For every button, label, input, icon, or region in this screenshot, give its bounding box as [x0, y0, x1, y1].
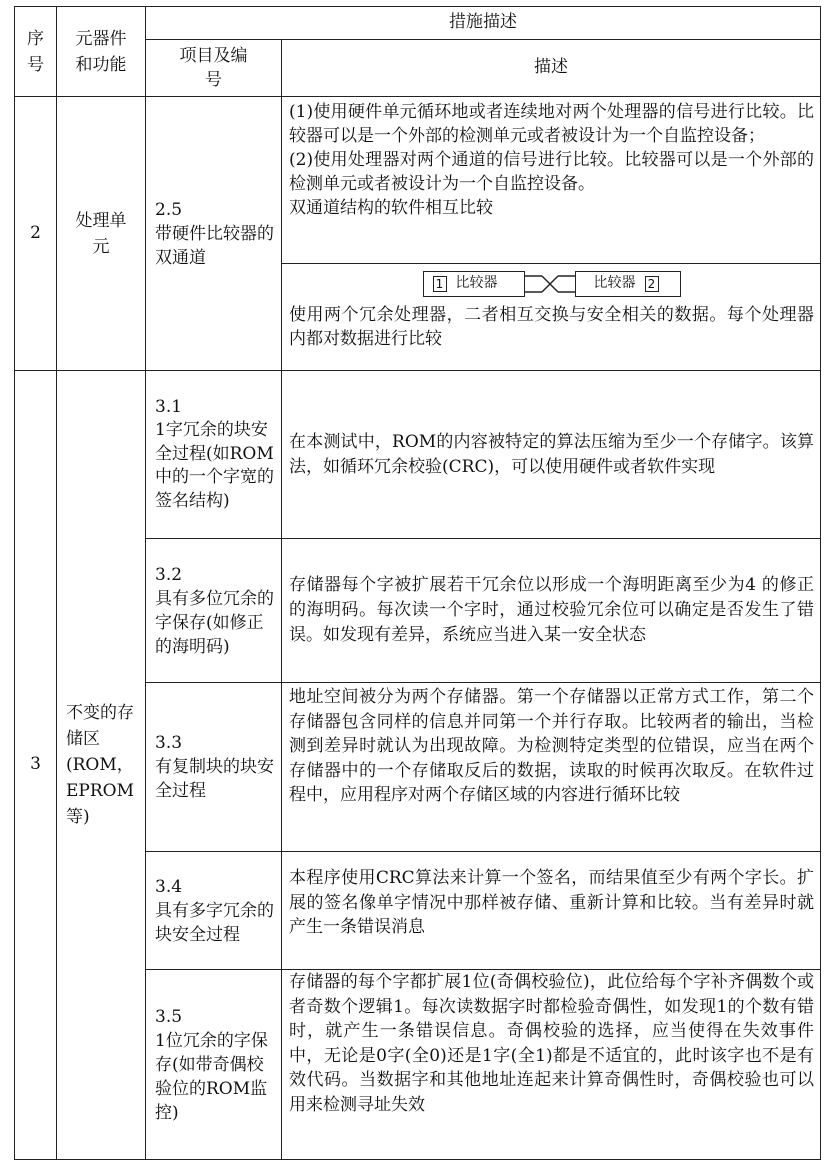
comparator-1 — [423, 271, 525, 297]
header-row-1 — [15, 7, 821, 40]
header-seq: 序号 — [15, 7, 57, 97]
document — [14, 6, 820, 1160]
header-component: 元器件和功能 — [57, 7, 146, 97]
safety-measures-table — [14, 6, 821, 1160]
table-row — [15, 97, 821, 264]
desc-cell: (1)使用硬件单元循环地或者连续地对两个处理器的信号进行比较。比较器可以是一个外部的检测单元或者被设计为一个自监控设备； (2)使用处理器对两个通道的信号进行比较。比较器可以是一个外部的检测单元或者被设计为一个自监控设备。 双通道结构的软件相互比较 — [282, 97, 821, 264]
desc-cell: 本程序使用CRC算法来计算一个签名，而结果值至少有两个字长。扩展的签名像单字情况中那样被存储、重新计算和比较。当有差异时就产生一条错误消息 — [282, 852, 821, 970]
desc-cell: 地址空间被分为两个存储器。第一个存储器以正常方式工作，第二个存储器包含同样的信息并同第一个并行存取。比较两者的输出，当检测到差异时就认为出现故障。为检测特定类型的位错误，应当在两个存储器中的一个存储取反后的数据，读取的时候再次取反。在软件过程中，应用程序对两个存储区域的内容进行循环比较 — [282, 683, 821, 852]
item-cell: 2.5 带硬件比较器的双通道 — [146, 97, 282, 371]
cross-exchange-lines — [525, 271, 575, 297]
comparator-2-number: 2 — [645, 276, 659, 292]
comparator-2 — [575, 271, 681, 297]
desc-cell: 存储器的每个字都扩展1位(奇偶校验位)，此位给每个字补齐偶数个或者奇数个逻辑1。每次读数据字时都检验奇偶性，如发现1的个数有错时，就产生一条错误信息。奇偶校验的选择，应当使得在失效事件中，无论是0字(全0)还是1字(全1)都是不适宜的，此时该字也不是有效代码。当数据字和其他地址连起来计算奇偶性时，奇偶校验也可以用来检测寻址失效 — [282, 970, 821, 1160]
seq-cell: 3 — [15, 371, 57, 1160]
item-cell: 3.2 具有多位冗余的字保存(如修正的海明码) — [146, 539, 282, 683]
header-measures: 措施描述 — [146, 7, 821, 40]
component-cell: 处理单元 — [57, 97, 146, 371]
item-cell: 3.4 具有多字冗余的块安全过程 — [146, 852, 282, 970]
comparator-1-number: 1 — [433, 276, 447, 292]
desc-text: 使用两个冗余处理器，二者相互交换与安全相关的数据。每个处理器内都对数据进行比较 — [289, 305, 814, 349]
comparator-1-label: 比较器 — [455, 275, 498, 292]
seq-cell: 2 — [15, 97, 57, 371]
item-cell: 3.3 有复制块的块安全过程 — [146, 683, 282, 852]
desc-cell: 在本测试中，ROM的内容被特定的算法压缩为至少一个存储字。该算法，如循环冗余校验(CRC)，可以使用硬件或者软件实现 — [282, 371, 821, 539]
item-cell: 3.5 1位冗余的字保存(如带奇偶校验位的ROM监控) — [146, 970, 282, 1160]
header-desc: 描述 — [282, 40, 821, 97]
header-item: 项目及编号 — [146, 40, 282, 97]
desc-cell-diagram — [282, 264, 821, 371]
comparator-diagram — [289, 264, 814, 304]
component-cell: 不变的存储区(ROM，EPROM等) — [57, 371, 146, 1160]
comparator-2-label: 比较器 — [593, 275, 636, 292]
item-cell: 3.1 1字冗余的块安全过程(如ROM中的一个字宽的签名结构) — [146, 371, 282, 539]
desc-cell: 存储器每个字被扩展若干冗余位以形成一个海明距离至少为4 的修正的海明码。每次读一个字时，通过校验冗余位可以确定是否发生了错误。如发现有差异，系统应当进入某一安全状态 — [282, 539, 821, 683]
table-row — [15, 371, 821, 539]
